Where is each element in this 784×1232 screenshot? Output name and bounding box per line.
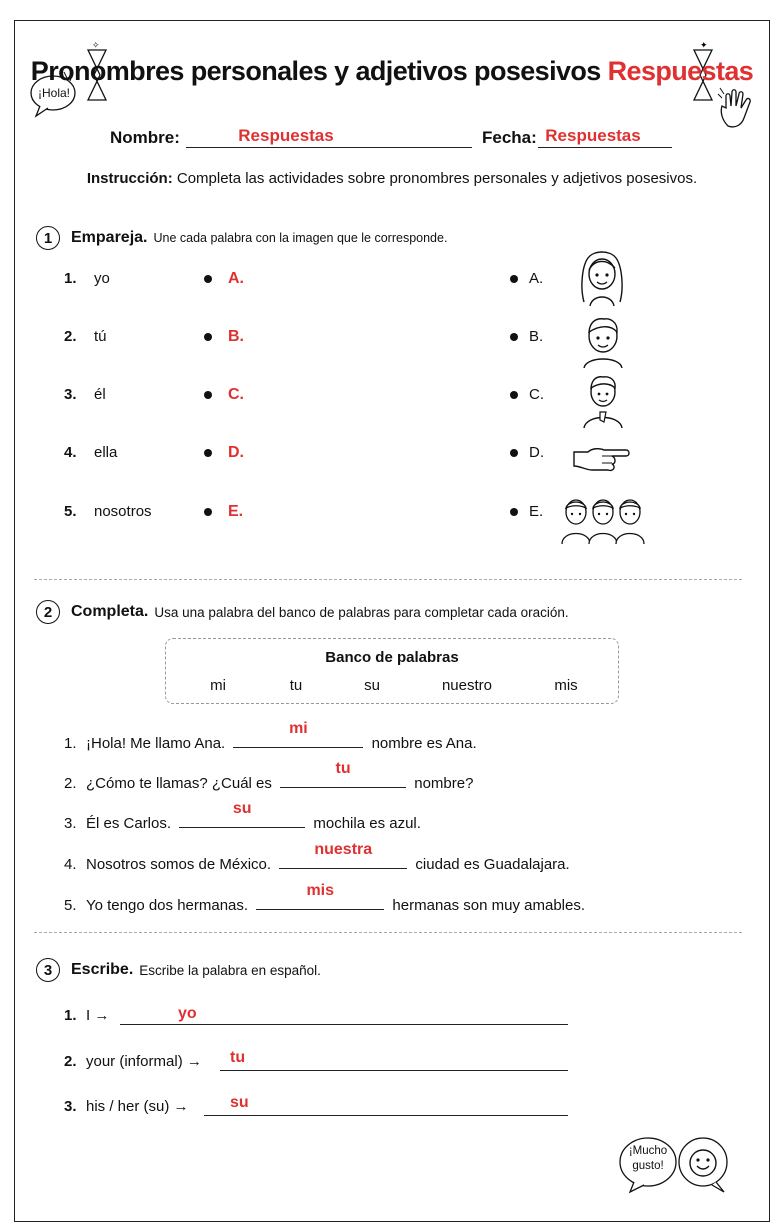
sentence-row-2: 2. ¿Cómo te llamas? ¿Cuál es tu nombre? [64,760,474,792]
match-row-1: 1. yo [64,270,110,287]
section2-subtitle: Usa una palabra del banco de palabras para completar cada oración. [154,604,569,620]
match-answer: E. [228,503,244,520]
name-value[interactable]: Respuestas [238,126,334,145]
match-answer: A. [228,270,244,287]
section3-number: 3 [36,958,60,982]
title-main-text: Pronombres personales y adjetivos posesivos [30,56,601,86]
word-bank-item: su [364,677,380,694]
match-dot-right[interactable] [510,391,518,399]
section1-number: 1 [36,226,60,250]
match-answer: D. [228,444,244,461]
match-option: B. [529,328,544,345]
match-dot-left[interactable] [204,391,212,399]
boy-face-icon [578,312,628,370]
date-label: Fecha: [482,128,537,147]
write-prompt: I → [86,1007,110,1024]
match-dot-right[interactable] [510,333,518,341]
smiley-face-icon [688,1148,718,1178]
date-line [538,147,672,148]
write-prompt: your (informal) → [86,1053,202,1070]
section3-title: Escribe. [71,961,134,978]
write-line[interactable] [204,1115,568,1116]
section1-heading [36,226,447,250]
waving-hand-icon [716,86,760,132]
sentence-row-1: 1. ¡Hola! Me llamo Ana. mi nombre es Ana. [64,720,477,752]
write-answer: su [230,1094,249,1111]
sentence-row-4: 4. Nosotros somos de México. nuestra ciudad es Guadalajara. [64,841,570,873]
section-divider [34,579,742,580]
word-bank-item: mi [210,677,226,694]
mucho-gusto-text [620,1144,676,1174]
sentence-row-3: 3. Él es Carlos. su mochila es azul. [64,800,421,832]
sentence-blank[interactable]: nuestra [279,850,407,869]
match-dot-left[interactable] [204,508,212,516]
section1-subtitle: Une cada palabra con la imagen que le corresponde. [153,231,448,245]
write-prompt: his / her (su) → [86,1098,189,1115]
sentence-blank[interactable]: tu [280,769,406,788]
write-answer: yo [178,1005,197,1022]
word-bank-item: nuestro [441,677,493,694]
group-of-three-icon [560,496,646,546]
match-dot-left[interactable] [204,275,212,283]
page-title [0,56,784,87]
name-line [186,147,472,148]
mucho-gusto-line1: ¡Mucho [628,1145,668,1157]
section-divider [34,932,742,933]
section3-heading [36,958,321,982]
write-row-1: 1. I → [64,1007,110,1024]
mucho-gusto-line2: gusto! [632,1160,664,1172]
match-option: A. [529,270,544,287]
section2-number: 2 [36,600,60,624]
title-answers-text: Respuestas [607,56,754,86]
section3-subtitle: Escribe la palabra en español. [139,962,321,978]
write-row-3: 3. his / her (su) → [64,1098,189,1115]
match-answer: B. [228,328,244,345]
match-dot-right[interactable] [510,508,518,516]
boy-pointing-self-icon [580,372,626,430]
write-line[interactable] [220,1070,568,1071]
match-word: yo [94,270,110,287]
match-dot-right[interactable] [510,449,518,457]
match-answer: C. [228,386,244,403]
match-dot-right[interactable] [510,275,518,283]
sentence-blank[interactable]: mis [256,891,384,910]
sentence-row-5: 5. Yo tengo dos hermanas. mis hermanas son muy amables. [64,882,586,914]
match-dot-left[interactable] [204,333,212,341]
instruction [0,170,784,187]
write-row-2: 2. your (informal) → [64,1053,202,1070]
word-bank-item: tu [289,677,303,694]
match-word: él [94,386,106,403]
hola-bubble-text: ¡Hola! [37,86,70,100]
name-label: Nombre: [110,128,180,147]
girl-face-icon [576,248,628,308]
instruction-label: Instrucción: [86,170,173,187]
section2-title: Completa. [71,603,149,620]
section1-title: Empareja. [71,229,148,246]
sentence-blank[interactable]: mi [233,729,363,748]
svg-text:✧: ✧ [92,42,100,51]
match-row-5: 5. nosotros [64,503,152,520]
svg-text:✦: ✦ [700,42,708,51]
write-answer: tu [230,1049,246,1066]
pointing-hand-icon [572,442,632,474]
match-row-4: 4. ella [64,444,118,461]
match-option: C. [529,386,544,403]
match-word: ella [94,444,118,461]
sentence-blank[interactable]: su [179,809,305,828]
word-bank-title: Banco de palabras [325,649,459,666]
match-word: tú [94,328,107,345]
match-row-3: 3. él [64,386,106,403]
instruction-text: Completa las actividades sobre pronombres personales y adjetivos posesivos. [176,170,698,187]
match-option: D. [529,444,544,461]
match-row-2: 2. tú [64,328,107,345]
write-line[interactable] [120,1024,568,1025]
match-word: nosotros [94,503,152,520]
date-value[interactable]: Respuestas [545,126,641,145]
match-dot-left[interactable] [204,449,212,457]
word-bank [165,638,619,704]
section2-heading [36,600,569,624]
match-option: E. [529,503,544,520]
word-bank-item: mis [554,677,578,694]
